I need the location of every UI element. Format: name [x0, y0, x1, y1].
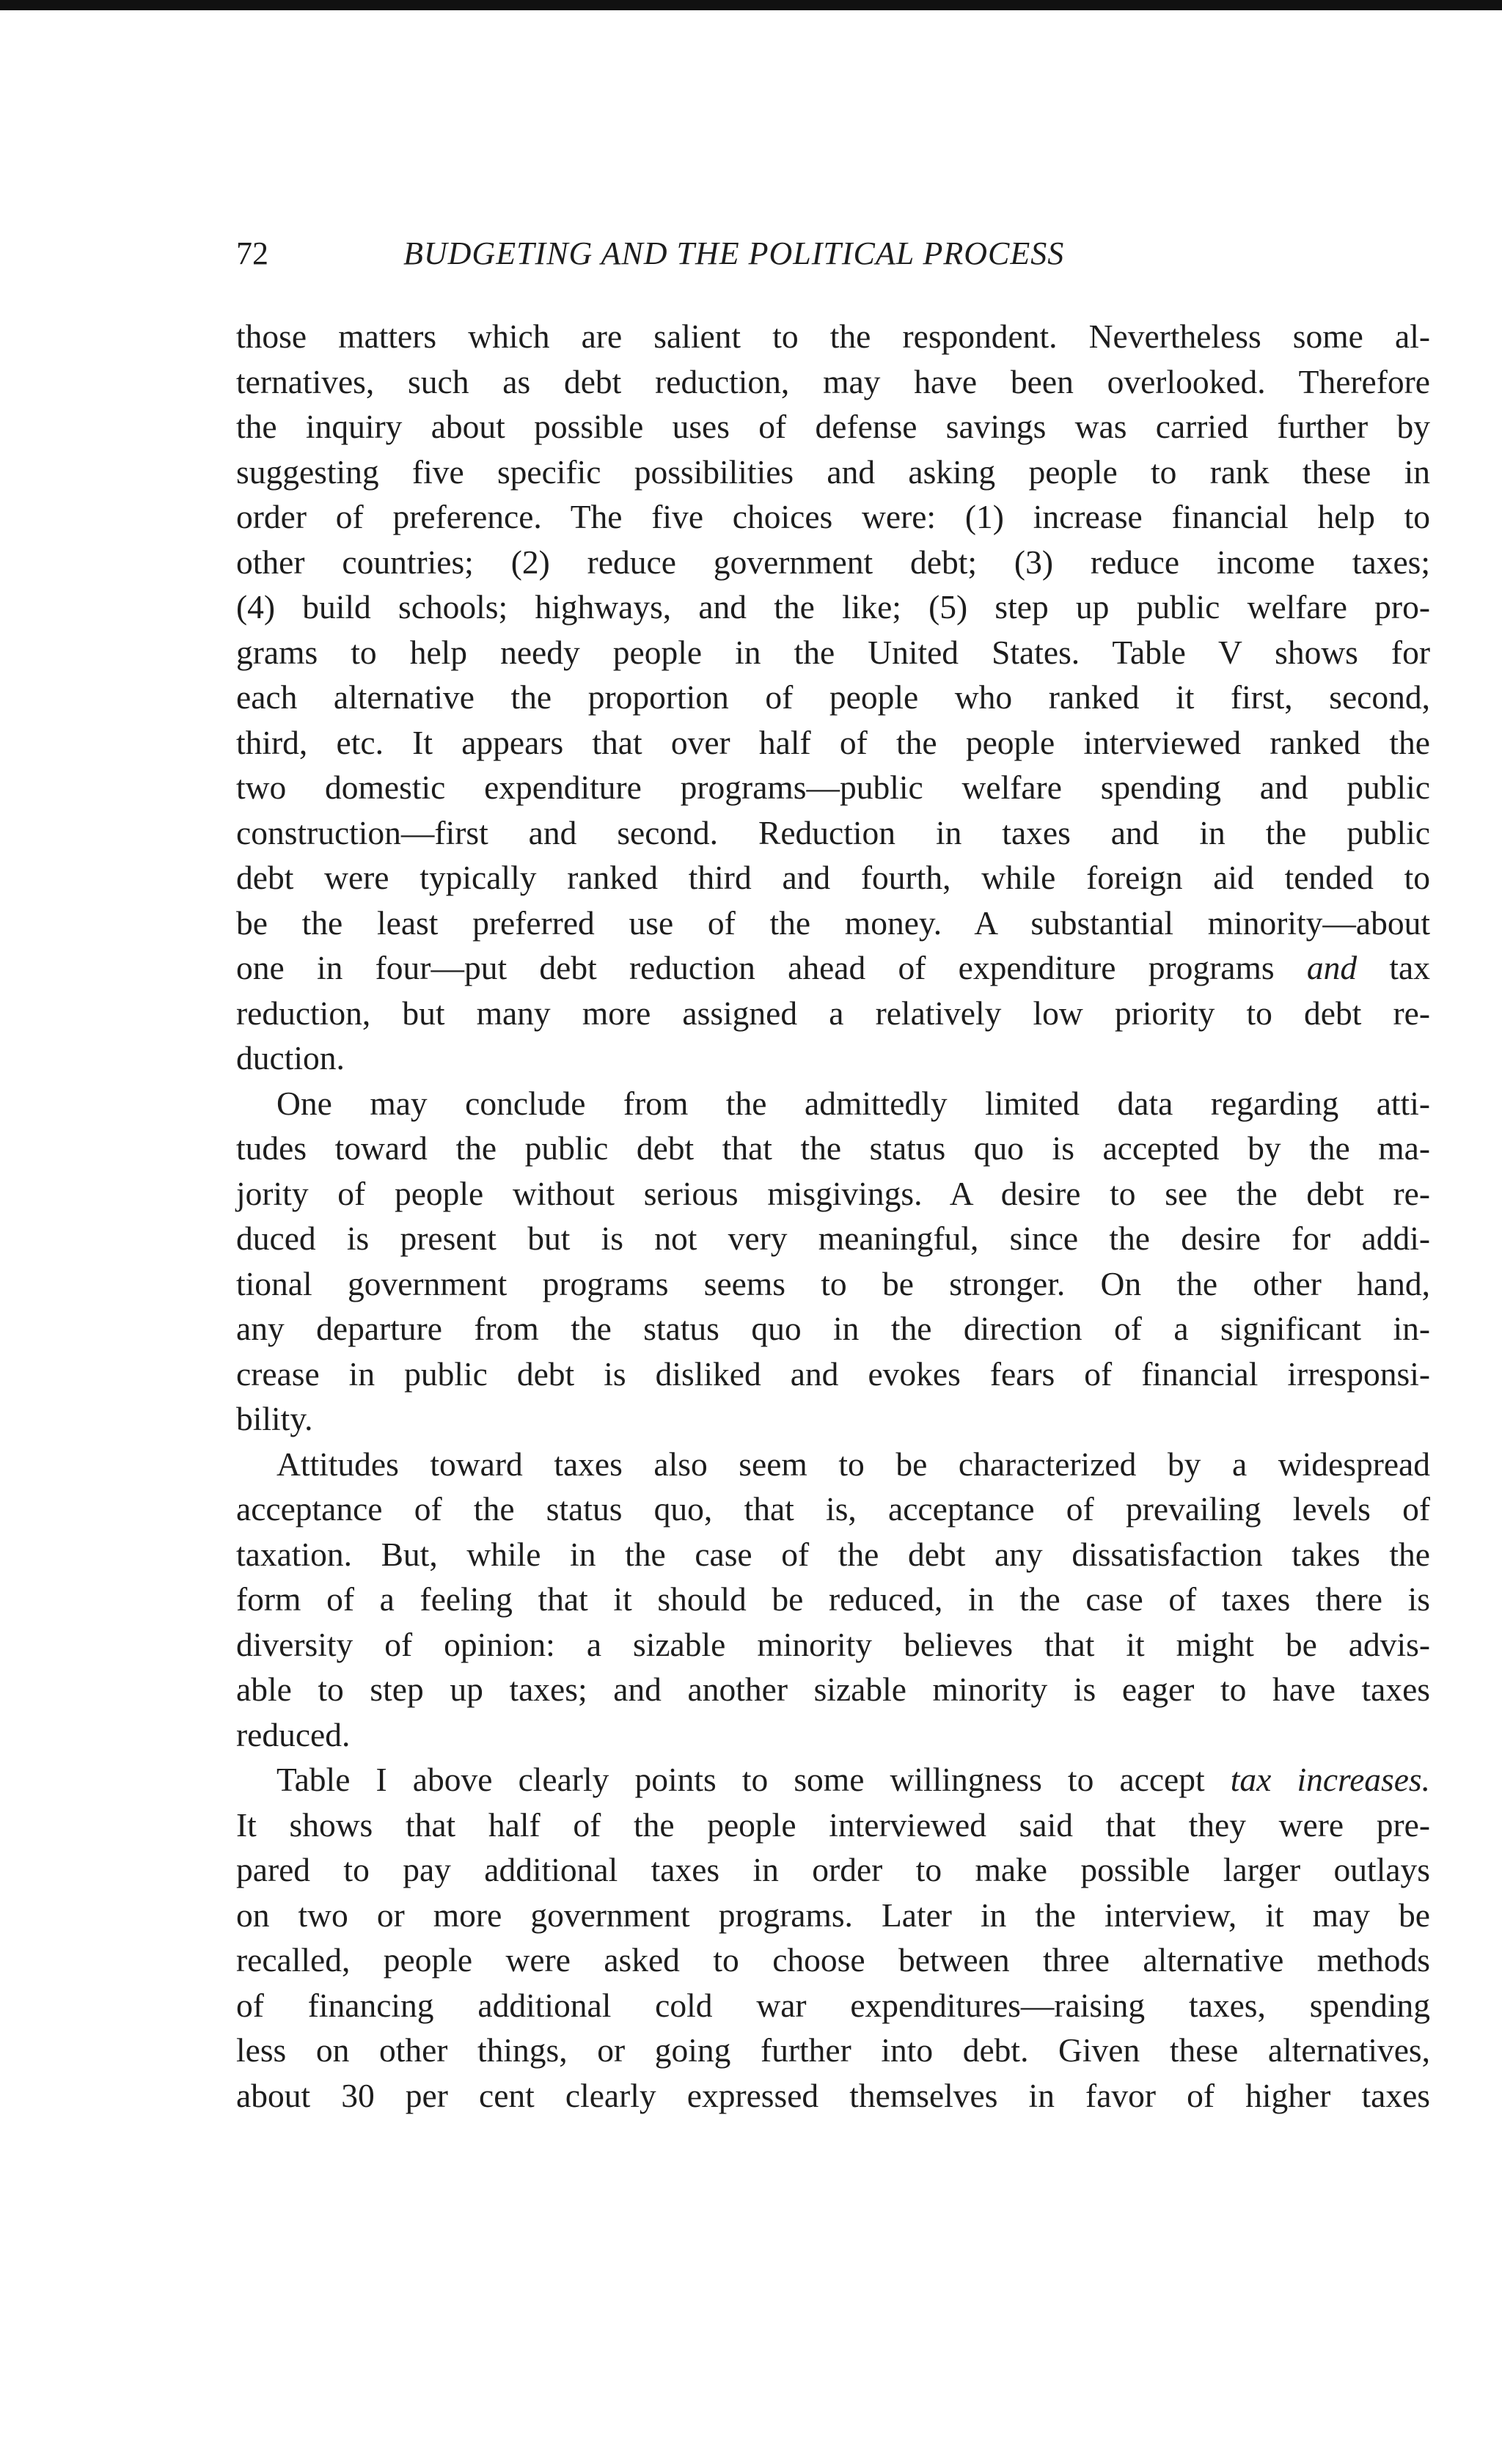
paragraph [236, 1757, 1430, 2118]
text-line: (4) build schools; highways, and the like; (5) step up public welfare pro- [236, 588, 1430, 626]
text-line: reduction, but many more assigned a relatively low priority to debt re- [236, 994, 1430, 1032]
text-line: jority of people without serious misgivings. A desire to see the debt re- [236, 1174, 1430, 1212]
body-text [236, 314, 1430, 2118]
paragraph [236, 314, 1430, 1081]
text-line: about 30 per cent clearly expressed themselves in favor of higher taxes [236, 2076, 1430, 2114]
italic-emphasis: and [1306, 949, 1358, 986]
text-line: able to step up taxes; and another sizable minority is eager to have taxes [236, 1671, 1430, 1708]
text-line: debt were typically ranked third and fourth, while foreign aid tended to [236, 859, 1430, 896]
italic-emphasis: tax increases. [1230, 1761, 1430, 1798]
text-line: taxation. But, while in the case of the debt any dissatisfaction takes the [236, 1535, 1430, 1573]
text-line: duction. [236, 1039, 345, 1077]
text-line: third, etc. It appears that over half of the people interviewed ranked the [236, 723, 1430, 761]
text-line: Table I above clearly points to some willingness to accept tax increases. [276, 1761, 1430, 1798]
text-line: recalled, people were asked to choose between three alternative methods [236, 1941, 1430, 1979]
text-line: duced is present but is not very meaningful, since the desire for addi- [236, 1220, 1430, 1257]
text-line: other countries; (2) reduce government debt; (3) reduce income taxes; [236, 543, 1430, 581]
paragraph [236, 1081, 1430, 1442]
text-line: on two or more government programs. Later in the interview, it may be [236, 1896, 1430, 1934]
text-line: ternatives, such as debt reduction, may have been overlooked. Therefore [236, 362, 1430, 400]
text-line: the inquiry about possible uses of defense savings was carried further by [236, 408, 1430, 445]
text-line: those matters which are salient to the respondent. Nevertheless some al- [236, 318, 1430, 355]
text-line: bility. [236, 1400, 313, 1437]
text-line: tudes toward the public debt that the status quo is accepted by the ma- [236, 1129, 1430, 1167]
text-line: diversity of opinion: a sizable minority believes that it might be advis- [236, 1625, 1430, 1663]
text-line: Attitudes toward taxes also seem to be characterized by a widespread [276, 1445, 1430, 1483]
text-line: acceptance of the status quo, that is, acceptance of prevailing levels of [236, 1490, 1430, 1528]
text-line: grams to help needy people in the United States. Table V shows for [236, 633, 1430, 671]
text-line: reduced. [236, 1715, 351, 1753]
text-line: order of preference. The five choices were: (1) increase financial help to [236, 498, 1430, 535]
text-line: be the least preferred use of the money. A substantial minority—about [236, 903, 1430, 942]
text-line: of financing additional cold war expenditures—raising taxes, spending [236, 1986, 1430, 2024]
text-line: crease in public debt is disliked and evokes fears of financial irresponsi- [236, 1354, 1430, 1393]
text-line: One may conclude from the admittedly limited data regarding atti- [276, 1084, 1430, 1122]
text-line: each alternative the proportion of people who ranked it first, second, [236, 678, 1430, 716]
text-line: It shows that half of the people interviewed said that they were pre- [236, 1805, 1430, 1844]
text-line: less on other things, or going further into debt. Given these alternatives, [236, 2031, 1430, 2069]
text-line: form of a feeling that it should be reduced, in the case of taxes there is [236, 1580, 1430, 1618]
text-line: suggesting five specific possibilities and asking people to rank these in [236, 452, 1430, 491]
text-line: any departure from the status quo in the direction of a significant in- [236, 1310, 1430, 1347]
running-head: BUDGETING AND THE POLITICAL PROCESS [403, 235, 1065, 271]
paragraph [236, 1442, 1430, 1758]
top-border-rule [0, 0, 1502, 10]
text-line: tional government programs seems to be stronger. On the other hand, [236, 1264, 1430, 1302]
page-number: 72 [236, 235, 268, 271]
text-line: two domestic expenditure programs—public welfare spending and public [236, 769, 1430, 806]
text-line: construction—first and second. Reduction in taxes and in the public [236, 813, 1430, 851]
text-line: one in four—put debt reduction ahead of expenditure programs and tax [236, 949, 1430, 986]
text-line: pared to pay additional taxes in order to make possible larger outlays [236, 1851, 1430, 1888]
